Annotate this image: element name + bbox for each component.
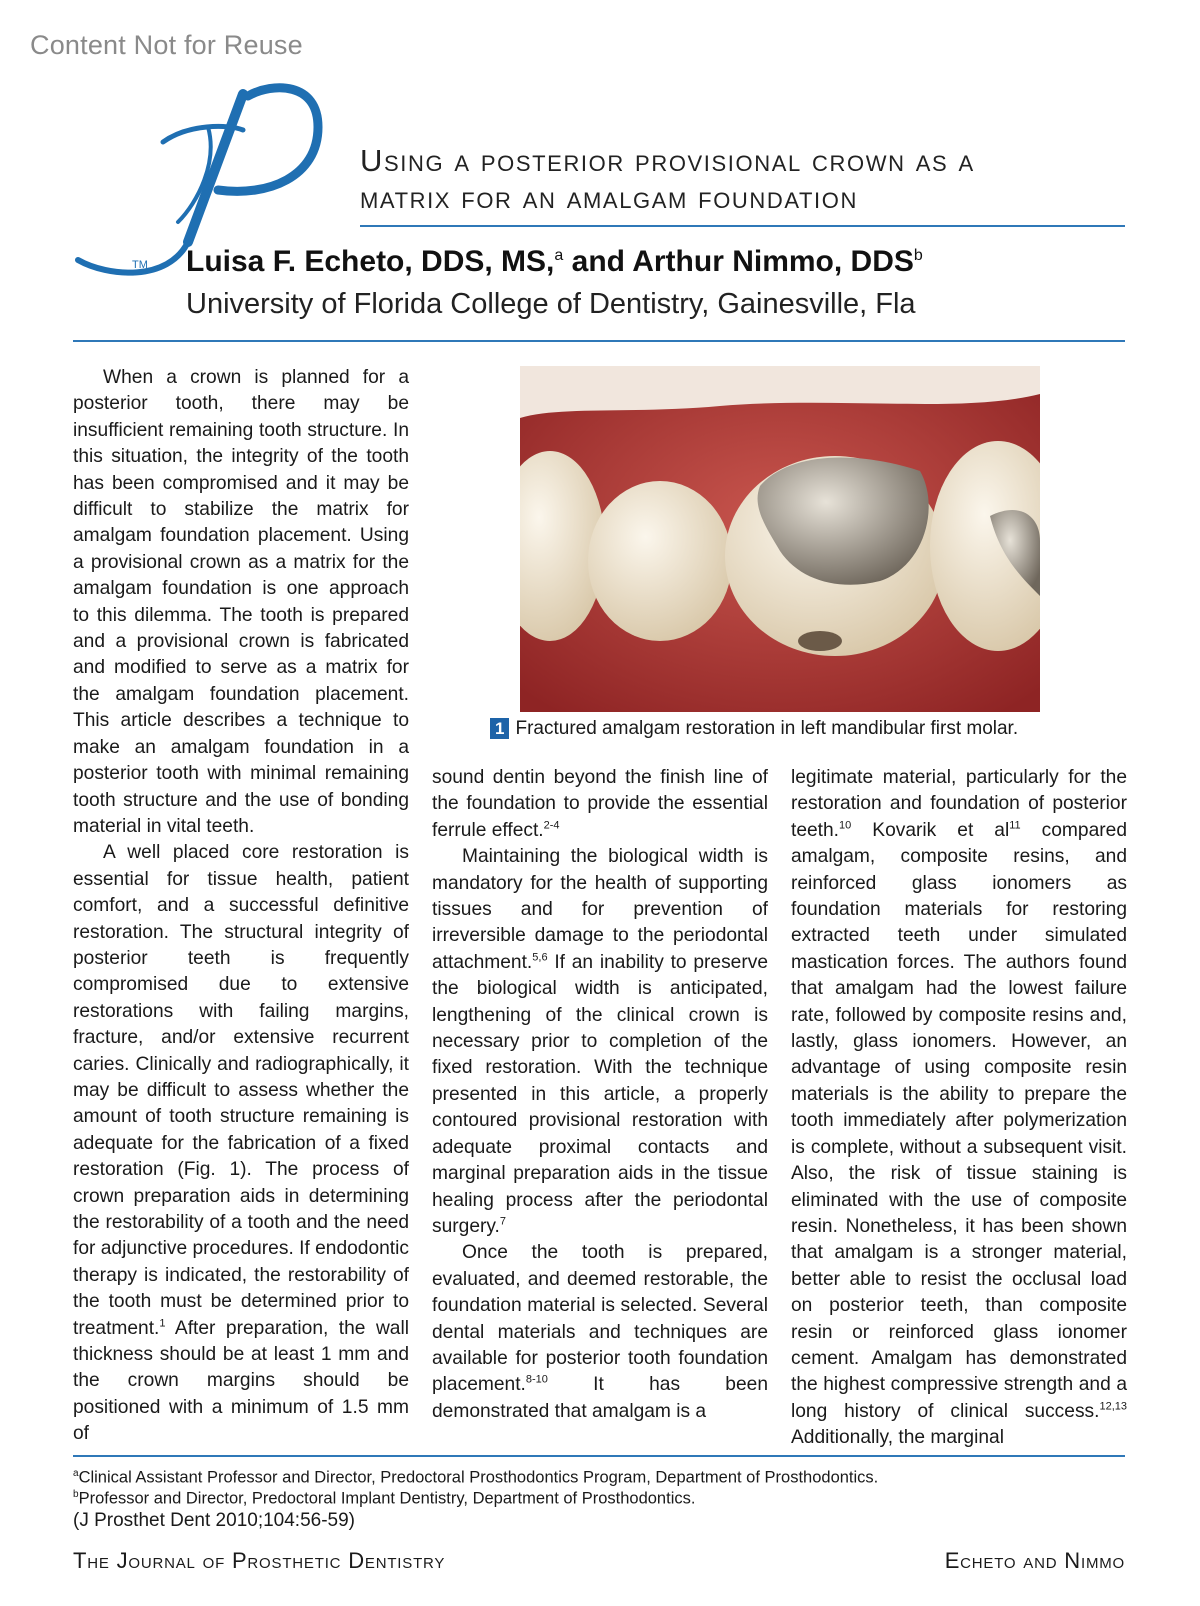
column-3 — [791, 765, 1127, 1452]
watermark: Content Not for Reuse — [30, 30, 303, 60]
column-2 — [432, 765, 768, 1425]
reference-mark: 1 — [159, 1317, 166, 1330]
author-2: Arthur Nimmo, DDS — [632, 245, 914, 278]
text: Maintaining the biological width is mandatory for the health of supporting tissues and for prevention of irreversible damage to the periodontal attachment. — [432, 846, 768, 973]
logo-tm: TM — [132, 259, 148, 271]
text: After preparation, the wall thickness should be at least 1 mm and the crown margins should be positioned with a minimum of 1.5 mm of — [73, 1317, 409, 1445]
running-footer-right: Echeto and Nimmo — [944, 1548, 1125, 1573]
author-and: and — [563, 245, 633, 278]
author-line — [186, 245, 923, 279]
text: Once the tooth is prepared, evaluated, and deemed restorable, the foundation material is selected. Several dental materials and techniques are available for posterior tooth foundation placement. — [432, 1242, 768, 1396]
text: If an inability to preserve the biological width is anticipated, lengthening of the clinical crown is necessary prior to completion of the fixed restoration. With the technique presented in this article, a properly contoured provisional restoration with adequate proximal contacts and marginal preparation aids in the tissue healing process after the periodontal surgery. — [432, 951, 768, 1237]
text: Additionally, the marginal — [791, 1427, 1004, 1449]
figure-1-caption — [490, 718, 1018, 740]
footnote-text: Professor and Director, Predoctoral Implant Dentistry, Department of Prosthodontics. — [78, 1489, 696, 1508]
header-rule — [73, 340, 1125, 342]
footnote-text: Clinical Assistant Professor and Director, Predoctoral Prosthodontics Program, Department of Prosthodontics. — [78, 1468, 879, 1487]
figure-1-photo — [520, 366, 1040, 712]
running-footer-left: The Journal of Prosthetic Dentistry — [73, 1548, 446, 1573]
column-1 — [73, 365, 409, 1448]
affiliation: University of Florida College of Dentistry, Gainesville, Fla — [186, 288, 916, 320]
text: compared amalgam, composite resins, and reinforced glass ionomers as foundation materials for restoring extracted teeth under simulated mastication forces. The authors found that amalgam had the lowest failure rate, followed by composite resins and, lastly, glass ionomers. However, an advantage of using composite resin materials is the ability to prepare the tooth immediately after polymerization is complete, without a subsequent visit. Also, the risk of tissue staining is eliminated with the use of composite resin. Nonetheless, it has been shown that amalgam is a stronger material, better able to resist the occlusal load on posterior teeth, than composite resin or reinforced glass ionomer cement. Amalgam has demonstrated the highest compressive strength and a long history of clinical success. — [791, 819, 1127, 1422]
paragraph — [432, 844, 768, 1240]
text: legitimate material, particularly for the restoration and foundation of posterior teeth. — [791, 767, 1127, 841]
footnote-mark: b — [73, 1489, 79, 1500]
footnote-rule — [73, 1455, 1125, 1457]
reference-mark: 11 — [1009, 819, 1021, 832]
paragraph — [791, 765, 1127, 1452]
paragraph — [432, 1240, 768, 1425]
paragraph — [432, 765, 768, 844]
reference-mark: 8-10 — [525, 1373, 548, 1386]
author-2-mark: b — [913, 247, 923, 264]
text: Kovarik et al — [851, 819, 1010, 841]
footnote-mark: a — [73, 1468, 79, 1479]
journal-citation: (J Prosthet Dent 2010;104:56-59) — [73, 1510, 356, 1531]
author-1: Luisa F. Echeto, DDS, MS, — [186, 245, 555, 278]
author-1-mark: a — [554, 247, 564, 264]
reference-mark: 10 — [839, 819, 852, 832]
reference-mark: 2-4 — [543, 819, 560, 832]
reference-mark: 7 — [499, 1215, 507, 1228]
text: A well placed core restoration is essential for tissue health, patient comfort, and a successful definitive restoration. The structural integrity of posterior teeth is frequently compromised due to extensive restorations with failing margins, fracture, and/or extensive recurrent caries. Clinically and radiographically, it may be difficult to assess whether the amount of tooth structure remaining is adequate for the fabrication of a fixed restoration (Fig. 1). The process of crown preparation aids in determining the restorability of a tooth and the need for adjunctive procedures. If endodontic therapy is indicated, the restorability of the tooth must be determined prior to treatment. — [73, 842, 409, 1339]
title-line-1: Using a posterior provisional crown as a — [360, 143, 975, 178]
article-title — [360, 142, 1150, 216]
reference-mark: 5,6 — [532, 951, 548, 964]
title-line-2: matrix for an amalgam foundation — [360, 180, 858, 215]
text: It has been demonstrated that amalgam is a — [432, 1374, 768, 1422]
footnote-a — [73, 1468, 878, 1488]
footnote-b — [73, 1489, 695, 1509]
title-rule — [360, 225, 1125, 227]
paragraph — [73, 840, 409, 1447]
figure-number-badge: 1 — [490, 718, 509, 739]
text: sound dentin beyond the finish line of the foundation to provide the essential ferrule effect. — [432, 767, 768, 841]
caption-text: Fractured amalgam restoration in left mandibular first molar. — [515, 718, 1019, 739]
paragraph: When a crown is planned for a posterior tooth, there may be insufficient remaining tooth structure. In this situation, the integrity of the tooth has been compromised and it may be difficult to stabilize the matrix for amalgam foundation placement. Using a provisional crown as a matrix for the amalgam foundation is one approach to this dilemma. The tooth is prepared and a provisional crown is fabricated and modified to serve as a matrix for the amalgam foundation placement. This article describes a technique to make an amalgam foundation in a posterior tooth with minimal remaining tooth structure and the use of bonding material in vital teeth. — [73, 367, 409, 837]
reference-mark: 12,13 — [1099, 1400, 1127, 1413]
